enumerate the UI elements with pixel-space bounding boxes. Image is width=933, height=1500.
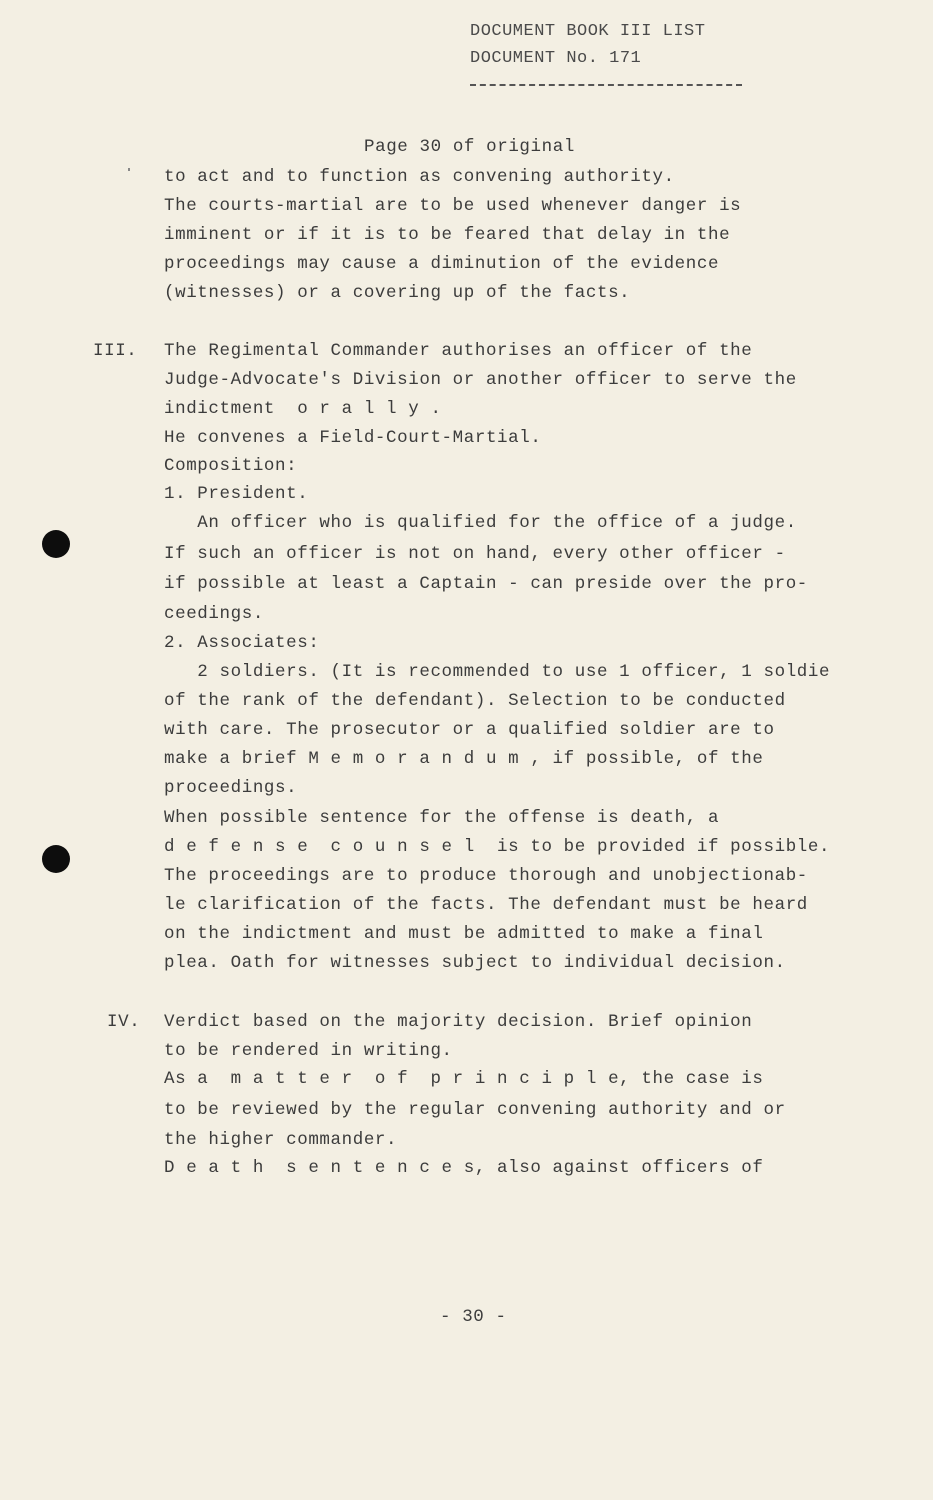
text-line: 1. President. — [164, 484, 309, 504]
text-line: of the rank of the defendant). Selection to be conducted — [164, 691, 786, 711]
punch-hole — [42, 845, 70, 873]
header-rule — [470, 84, 742, 86]
text-line: When possible sentence for the offense is death, a — [164, 808, 720, 828]
text-line: on the indictment and must be admitted to make a final — [164, 924, 764, 944]
text-line: le clarification of the facts. The defendant must be heard — [164, 895, 808, 915]
text-line: 2 soldiers. (It is recommended to use 1 officer, 1 soldie — [164, 662, 831, 682]
document-book-header: DOCUMENT BOOK III LIST — [470, 22, 706, 41]
page-of-original: Page 30 of original — [364, 137, 575, 157]
text-line: Judge-Advocate's Division or another officer to serve the — [164, 370, 797, 390]
text-line: Composition: — [164, 456, 298, 476]
text-line: The Regimental Commander authorises an officer of the — [164, 341, 753, 361]
text-line: The courts-martial are to be used whenever danger is — [164, 196, 742, 216]
text-line: D e a t h s e n t e n c e s, also against officers of — [164, 1158, 764, 1178]
text-line: proceedings may cause a diminution of the evidence — [164, 254, 720, 274]
text-line: ceedings. — [164, 604, 264, 624]
text-line: indictment o r a l l y . — [164, 399, 442, 419]
text-line: make a brief M e m o r a n d u m , if possible, of the — [164, 749, 764, 769]
text-line: to be rendered in writing. — [164, 1041, 453, 1061]
text-line: He convenes a Field-Court-Martial. — [164, 428, 542, 448]
text-line: The proceedings are to produce thorough and unobjectionab- — [164, 866, 808, 886]
text-line: the higher commander. — [164, 1130, 398, 1150]
text-line: proceedings. — [164, 778, 298, 798]
text-line: plea. Oath for witnesses subject to individual decision. — [164, 953, 786, 973]
text-line: to be reviewed by the regular convening authority and or — [164, 1100, 786, 1120]
punch-hole — [42, 530, 70, 558]
text-line: with care. The prosecutor or a qualified soldier are to — [164, 720, 775, 740]
text-line: Verdict based on the majority decision. Brief opinion — [164, 1012, 753, 1032]
text-line: if possible at least a Captain - can preside over the pro- — [164, 574, 808, 594]
text-line: (witnesses) or a covering up of the facts. — [164, 283, 631, 303]
text-line: d e f e n s e c o u n s e l is to be provided if possible. — [164, 837, 831, 857]
section-numeral-iv: IV. — [107, 1012, 141, 1032]
document-number: DOCUMENT No. 171 — [470, 49, 642, 68]
page-number: - 30 - — [440, 1307, 507, 1327]
margin-mark — [128, 168, 130, 171]
text-line: An officer who is qualified for the office of a judge. — [164, 513, 797, 533]
text-line: 2. Associates: — [164, 633, 320, 653]
text-line: As a m a t t e r o f p r i n c i p l e, the case is — [164, 1069, 764, 1089]
text-line: imminent or if it is to be feared that delay in the — [164, 225, 731, 245]
section-numeral-iii: III. — [93, 341, 138, 361]
text-line: to act and to function as convening authority. — [164, 167, 675, 187]
text-line: If such an officer is not on hand, every other officer - — [164, 544, 786, 564]
